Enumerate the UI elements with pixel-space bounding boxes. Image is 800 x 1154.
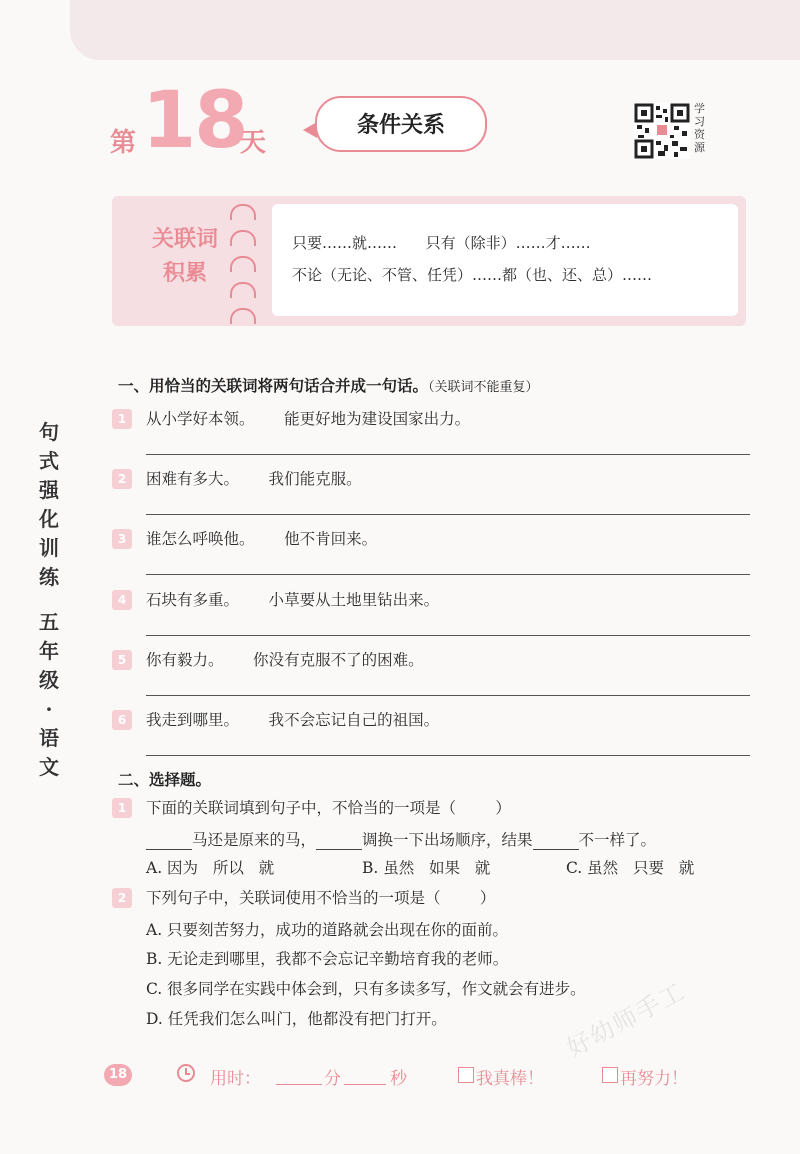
side-title-part1: 句式强化训练 [39,420,59,589]
sentence-part-c: 不一样了。 [578,831,657,849]
option-c[interactable]: C. 很多同学在实践中体会到，只有多读多写，作文就会有进步。 [146,980,586,998]
answer-line[interactable] [146,635,750,636]
minutes-blank[interactable] [276,1084,322,1085]
option-c[interactable]: C. 虽然 只要 就 [566,859,695,877]
side-title [36,418,62,782]
alarm-clock-icon [177,1064,195,1082]
day-prefix: 第 [110,128,137,158]
side-title-part2: 五年级·语文 [39,610,59,779]
question-number-badge: 2 [112,469,132,489]
question-number-badge: 6 [112,710,132,730]
answer-line[interactable] [146,695,750,696]
question-text: 困难有多大。 我们能克服。 [146,470,362,488]
question-text: 石块有多重。 小草要从土地里钻出来。 [146,591,440,609]
time-label: 用时： [210,1069,261,1089]
qr-label: 学习资源 [694,102,705,154]
section1-title-text: 一、用恰当的关联词将两句话合并成一句话。 [118,376,429,395]
question-number-badge: 5 [112,650,132,670]
answer-line[interactable] [146,574,750,575]
ring-icon [230,230,256,246]
option-b[interactable]: B. 虽然 如果 就 [362,859,491,877]
blank-line[interactable] [533,831,579,850]
seconds-blank[interactable] [344,1084,386,1085]
blank-line[interactable] [316,831,362,850]
section1-title [118,374,539,396]
conjunction-vocab-box [112,196,746,326]
blank-line[interactable] [146,831,192,850]
question-number-badge: 1 [112,798,132,818]
answer-line[interactable] [146,454,750,455]
question-text: 谁怎么呼唤他。 他不肯回来。 [146,530,378,548]
ring-icon [230,204,256,220]
vocab-line-1: 只要……就…… 只有（除非）……才…… [292,234,591,252]
seconds-label: 秒 [390,1069,407,1089]
option-a[interactable]: A. 因为 所以 就 [146,859,275,877]
ring-icon [230,308,256,324]
question-text: 我走到哪里。 我不会忘记自己的祖国。 [146,711,440,729]
section2-title: 二、选择题。 [118,770,212,789]
footer [0,1052,800,1102]
question-number-badge: 3 [112,529,132,549]
question-stem: 下列句子中，关联词使用不恰当的一项是（ ） [146,889,496,907]
qr-code-icon[interactable] [634,103,690,159]
topic-bubble [315,96,487,152]
question-text: 从小学好本领。 能更好地为建设国家出力。 [146,410,471,428]
question-number-badge: 2 [112,888,132,908]
question-number-badge: 4 [112,590,132,610]
question-stem: 下面的关联词填到句子中，不恰当的一项是（ ） [146,799,511,817]
watermark: 好幼师手工 [562,976,691,1063]
ring-icon [230,256,256,272]
answer-line[interactable] [146,514,750,515]
fill-sentence [146,828,656,850]
section1-note: （关联词不能重复） [428,380,539,395]
option-b[interactable]: B. 无论走到哪里，我都不会忘记辛勤培育我的老师。 [146,950,509,968]
sentence-part-b: 调换一下出场顺序，结果 [362,831,533,849]
answer-line[interactable] [146,755,750,756]
sentence-part-a: 马还是原来的马， [192,831,317,849]
page-number: 18 [104,1064,132,1086]
vocab-line-2: 不论（无论、不管、任凭）……都（也、还、总）…… [292,266,653,284]
ring-icon [230,282,256,298]
question-text: 你有毅力。 你没有克服不了的困难。 [146,651,424,669]
question-number-badge: 1 [112,409,132,429]
vocab-label-line1: 关联词 [151,226,218,252]
minutes-label: 分 [324,1069,341,1089]
day-suffix: 天 [240,128,267,158]
option-d[interactable]: D. 任凭我们怎么叫门，他都没有把门打开。 [146,1010,447,1028]
great-checkbox[interactable] [458,1067,474,1083]
option-a[interactable]: A. 只要刻苦努力，成功的道路就会出现在你的面前。 [146,921,509,939]
binder-rings [230,204,260,324]
vocab-label [140,222,230,290]
vocab-label-line2: 积累 [162,260,207,286]
topic-title: 条件关系 [356,112,445,138]
vocab-content [272,204,738,316]
try-harder-label: 再努力！ [620,1069,688,1089]
top-band [70,0,800,60]
day-number: 18 [142,76,247,166]
great-label: 我真棒！ [476,1069,544,1089]
try-harder-checkbox[interactable] [602,1067,618,1083]
